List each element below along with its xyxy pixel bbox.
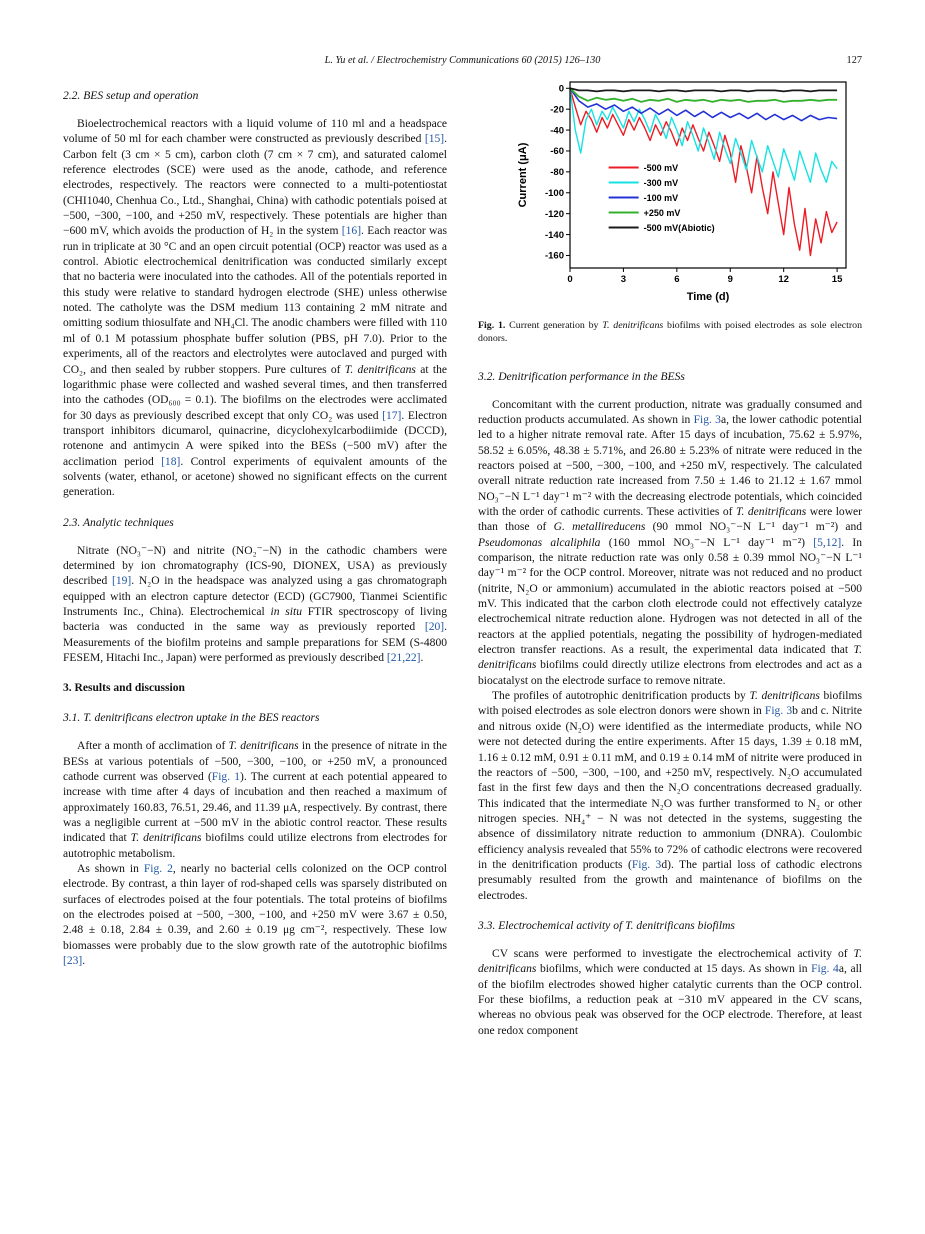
reference-link[interactable]: Fig. 1 [211, 771, 241, 784]
y-tick-label: -100 [544, 187, 564, 199]
paragraph: Nitrate (NO₃⁻−N) and nitrite (NO₂⁻−N) in the cathodic chambers were determined by ion chromatography (ICS-90, DIONEX, USA) as previously described [19]. N₂O in the headspace was analyzed using a gas chromatograph equipped with an electron capture detector (ECD) (GC7900, Tianmei Scientific Instruments Inc., China). Electrochemical in situ FTIR spectroscopy of living bacteria was conducted in the same way as previously reported [20]. Measurements of the biofilm proteins and sample preparations for SEM (S-4800 FESEM, Hitachi Inc., Japan) were performed as previously described [21,22]. [63, 544, 447, 664]
reference-link[interactable]: [17] [382, 409, 402, 422]
left-column [63, 74, 447, 970]
reference-link[interactable]: Fig. 3 [693, 413, 721, 426]
paragraph: Concomitant with the current production, nitrate was gradually consumed and reduction products accumulated. As shown in Fig. 3a, the lower cathodic potential led to a higher nitrate removal rate. After 15 days of incubation, 75.62 ± 5.97%, 58.52 ± 6.05%, 48.38 ± 5.71%, and 26.80 ± 5.23% of nitrate were reduced in the reactors poised at −500, −300, −100, and +250 mV, respectively. The calculated overall nitrate reduction rate increased from 7.50 ± 1.46 to 21.12 ± 1.67 mmol NO₃⁻−N L⁻¹ day⁻¹ m⁻² with the decreasing electrode potentials, which coincided with the order of cathodic currents. These activities of T. denitrificans were lower than those of G. metallireducens (90 mmol NO₃⁻−N L⁻¹ day⁻¹ m⁻²) and Pseudomonas alcaliphila (160 mmol NO₃⁻−N L⁻¹ day⁻¹ m⁻²) [5,12]. In comparison, the nitrate reduction rate was only 0.58 ± 0.39 mmol NO₃⁻−N L⁻¹ day⁻¹ m⁻² for the OCP control. Moreover, nitrate was not reduced and no product (nitrite, N₂O or ammonium) accumulated in the abiotic reactors poised at −500 mV. This indicated that the carbon cloth electrode could not effectively catalyze electrochemical nitrate reduction alone. Hydrogen was not detected in all of the reactors at the applied potentials, negating the possibility of hydrogen-mediated electron transfer reactions. As a result, the experimental data indicated that T. denitrificans biofilms could directly utilize electrons from electrodes and act as a biocatalyst on the electrode surface to remove nitrate. [478, 398, 863, 687]
y-tick-label: 0 [558, 83, 564, 95]
running-head: L. Yu et al. / Electrochemistry Communications 60 (2015) 126–130 [324, 55, 601, 66]
y-tick-label: -120 [544, 208, 564, 220]
reference-link[interactable]: [16] [341, 225, 362, 238]
paragraph: The profiles of autotrophic denitrification products by T. denitrificans biofilms with poised electrodes as sole electron donors were shown in Fig. 3b and c. Nitrite and nitrous oxide (N₂O) were identified as the intermediate products, while NO were not detected during the entire experiments. After 15 days, 1.39 ± 0.18 mM, 1.16 ± 0.12 mM, 0.91 ± 0.11 mM, and 0.19 ± 0.14 mM of nitrite were produced in the reactors of −500, −300, −100, and +250 mV, respectively. N₂O accumulated fast in the first few days and then the N₂O concentrations decreased gradually. This indicated that the intermediate N₂O was further transformed to N₂ or other nitrogen species. NH₄⁺ − N was not detected in the systems, suggesting the absence of dissimilatory nitrate reduction to ammonium (DNRA). Coulombic efficiency analysis revealed that 55% to 72% of cathodic electrons were recovered in the denitrification products (Fig. 3d). The partial loss of cathodic electrons presumably resulted from the growth and maintenance of biofilms on the electrodes. [478, 690, 863, 902]
reference-link[interactable]: [15] [424, 133, 445, 146]
paragraph: As shown in Fig. 2, nearly no bacterial cells colonized on the OCP control electrode. By contrast, a thin layer of rod-shaped cells was sparsely distributed on surfaces of electrodes poised at the four potentials. The total proteins of biofilms on the electrodes poised at −500, −300, −100, and +250 mV were 3.67 ± 0.50, 2.48 ± 0.18, 2.84 ± 0.39, and 2.60 ± 0.19 μg cm⁻², respectively. These low biomasses were probably due to the slow growth rate of the autotrophic biofilms [23]. [63, 863, 447, 968]
figure-1 [478, 74, 862, 346]
x-tick-label: 15 [831, 274, 843, 285]
right-column [478, 74, 862, 1039]
x-tick-label: 3 [620, 274, 627, 285]
section-heading: 3.2. Denitrification performance in the BESs [478, 370, 685, 383]
reference-link[interactable]: Fig. 2 [143, 863, 173, 876]
reference-link[interactable]: [18] [161, 455, 181, 468]
y-tick-label: -160 [544, 250, 564, 262]
reference-link[interactable]: Fig. 3 [764, 705, 793, 718]
page-header [63, 55, 862, 66]
figure-1-caption: Fig. 1. Current generation by T. denitrificans biofilms with poised electrodes as sole electron donors. [478, 320, 863, 344]
section-heading: 3.1. T. denitrificans electron uptake in the BES reactors [63, 712, 320, 725]
x-tick-label: 6 [674, 274, 680, 285]
series-line--500mVAbiotic [570, 88, 837, 91]
reference-link[interactable]: Fig. 3 [631, 858, 662, 871]
page-number: 127 [846, 55, 862, 66]
legend-label: -300 mV [643, 178, 679, 189]
series-line--100mV [570, 88, 837, 120]
legend-label: -500 mV [643, 163, 679, 174]
reference-link[interactable]: [19] [111, 575, 132, 588]
section-heading: 2.2. BES setup and operation [63, 90, 199, 102]
y-tick-label: -60 [550, 146, 564, 158]
x-axis-label: Time (d) [686, 291, 730, 303]
reference-link[interactable]: [23] [63, 955, 83, 968]
y-tick-label: -40 [550, 125, 564, 137]
reference-link[interactable]: Fig. 4 [811, 963, 839, 976]
y-axis-label: Current (μA) [517, 142, 529, 208]
legend-label: -500 mV(Abiotic) [643, 223, 715, 234]
fig1-current-chart [514, 74, 858, 306]
reference-link[interactable]: [21,22] [386, 652, 421, 664]
two-column-body [63, 74, 862, 1039]
paragraph: After a month of acclimation of T. denitrificans in the presence of nitrate in the BESs at various potentials of −500, −300, −100, or +250 mV, a pronounced cathode current was observed (Fig. 1). The current at each potential appeared to increase with time after 4 days of incubation and then reached a maximum of approximately 160.83, 76.51, 29.46, and 11.39 μA, respectively. By contrast, there was a negligible current at −500 mV in the abiotic control reactor. These results indicated that T. denitrificans biofilms could utilize electrons from electrodes for autotrophic metabolism. [63, 740, 447, 860]
right-column-sections [478, 370, 862, 1039]
paragraph: Bioelectrochemical reactors with a liquid volume of 110 ml and a headspace volume of 50 ml for each chamber were constructed as previously described [15]. Carbon felt (3 cm × 5 cm), carbon cloth (7 cm × 7 cm), and saturated calomel reference electrodes (SCE) were used as the anode, cathode, and reference electrodes, respectively. The reactors were connected to a multi-potentiostat (CHI1040, Chenhua Co., Ltd., Shanghai, China) with cathodic potentials poised at −500, −300, −100, and +250 mV, respectively. These potentials are higher than −600 mV, which avoids the production of H₂ in the system [16]. Each reactor was run in triplicate at 30 °C and an open circuit potential (OCP) reactor was used as a control. Abiotic electrochemical denitrification was conducted similarly except that no bacteria were inoculated into the cathodes. All of the potentials reported in this study were relative to standard hydrogen electrode (SHE) unless otherwise noted. The catholyte was the DSM medium 113 containing 2 mM nitrate and omitting sodium thiosulfate and NH₄Cl. The anodic chambers were filled with 110 ml of 0.1 M potassium phosphate buffer solution (PBS, pH 7.0). Prior to the experiments, all of the reactors and electrolytes were autoclaved and purged with CO₂, and then sealed by rubber stoppers. Pure cultures of T. denitrificans at the logarithmic phase were collected and washed several times, and then transferred into the cathodes (OD₆₀₀ = 0.1). The biofilms on the electrodes were acclimated for 30 days as previously described except that only CO₂ was used [17]. Electron transport inhibitors dicumarol, quinacrine, dicyclohexylcarbodiimide (DCCD), rotenone and antimycin A were spiked into the BESs (−500 mV) after the acclimation period [18]. Control experiments of equivalent amounts of the solvents (water, ethanol, or acetone) showed no significant effects on the current generation. [63, 118, 447, 499]
section-heading: 3.3. Electrochemical activity of T. denitrificans biofilms [478, 919, 735, 932]
section-heading: 3. Results and discussion [63, 682, 185, 695]
x-tick-label: 12 [778, 274, 789, 285]
legend-label: +250 mV [643, 208, 681, 219]
legend-label: -100 mV [643, 193, 679, 204]
x-tick-label: 0 [567, 274, 573, 285]
reference-link[interactable]: [20] [424, 621, 445, 634]
y-tick-label: -140 [544, 229, 564, 241]
reference-link[interactable]: [5,12] [813, 536, 842, 549]
x-tick-label: 9 [727, 274, 733, 285]
y-tick-label: -80 [550, 167, 564, 179]
paragraph: CV scans were performed to investigate the electrochemical activity of T. denitrificans biofilms, which were conducted at 15 days. As shown in Fig. 4a, all of the biofilm electrodes showed higher catalytic currents than the OCP control. For these biofilms, a reduction peak at −310 mV appeared in the CV scans, whereas no obvious peak was observed for the OCP electrode. Therefore, at least one redox component [478, 947, 862, 1037]
section-heading: 2.3. Analytic techniques [63, 516, 174, 529]
y-tick-label: -20 [550, 104, 564, 116]
